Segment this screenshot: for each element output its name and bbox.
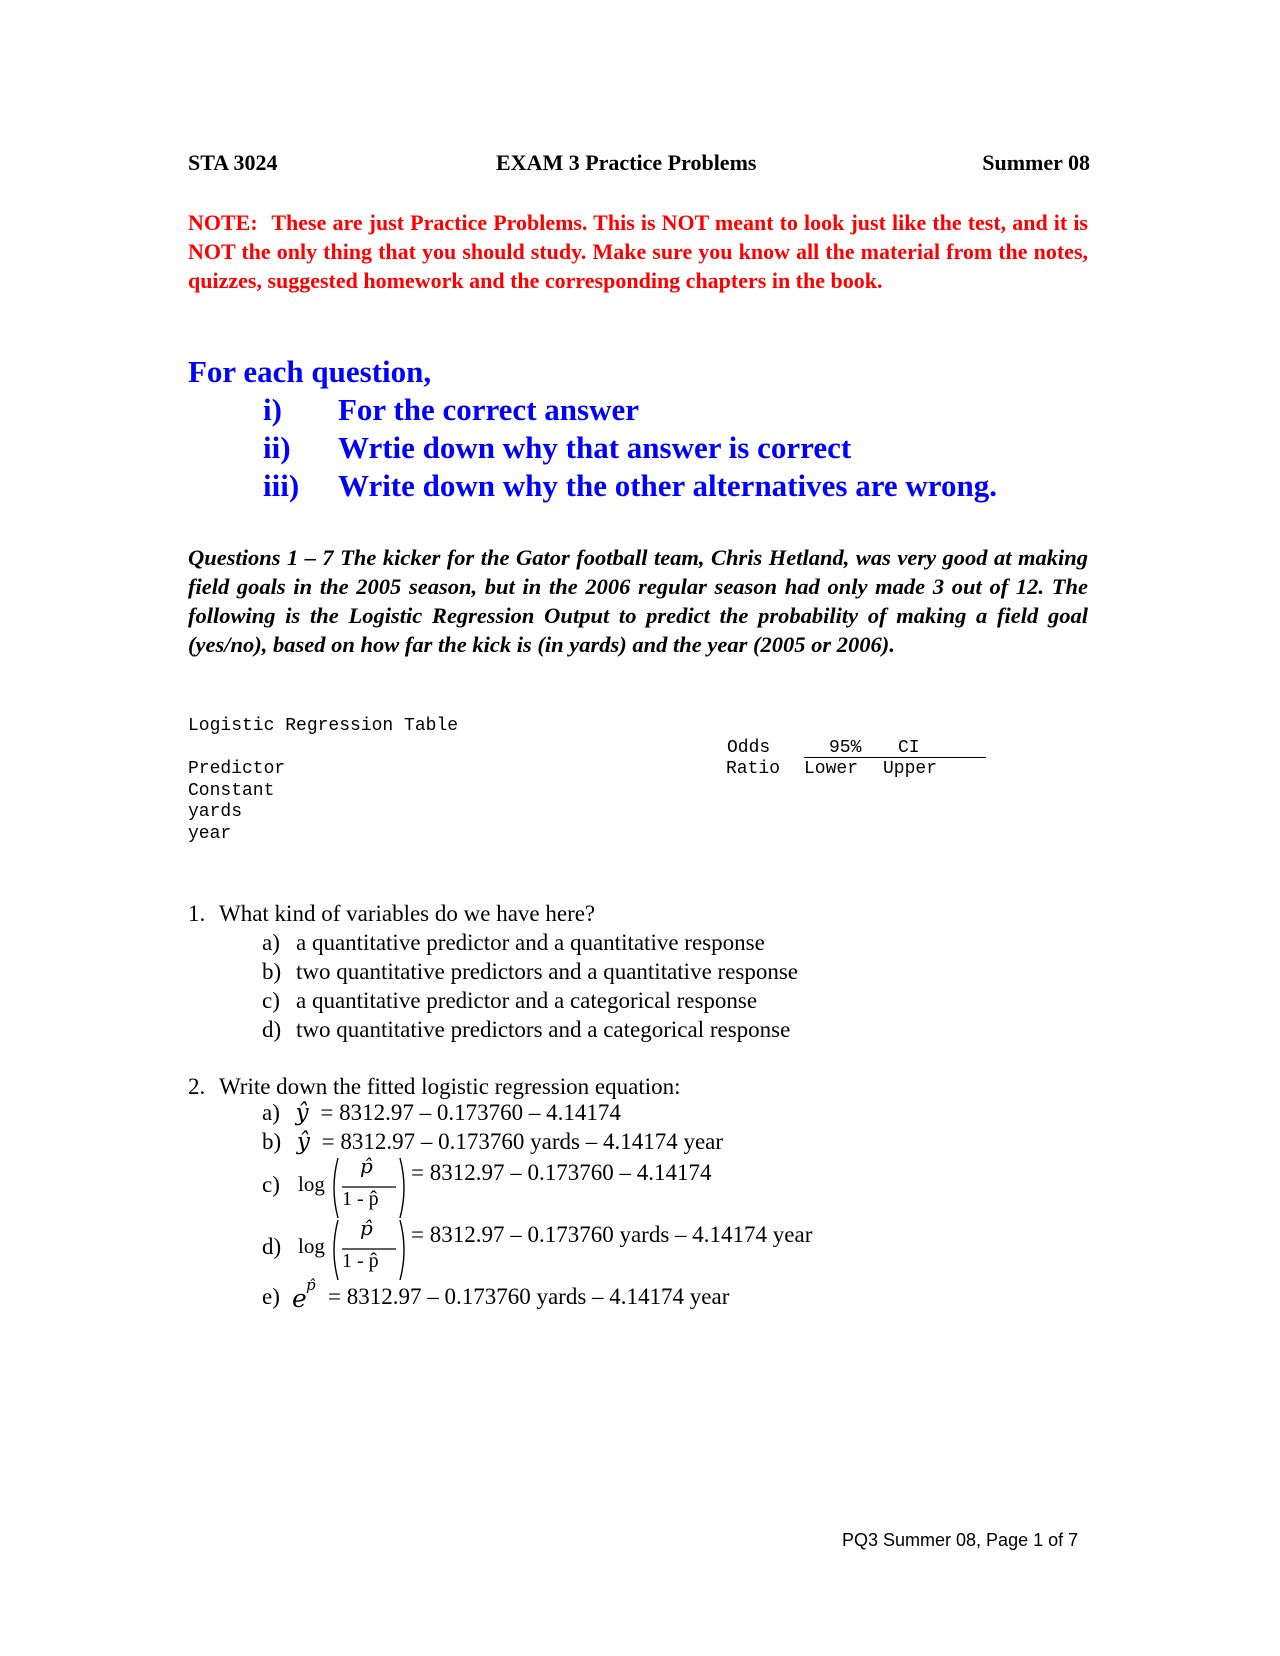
page-header	[188, 150, 1090, 182]
option-letter: b)	[262, 1129, 282, 1154]
question-number: 2.	[188, 1074, 206, 1099]
option-letter: a)	[262, 930, 280, 955]
option-letter: e)	[262, 1284, 280, 1309]
equation-rhs: = 8312.97 – 0.173760 – 4.14174	[320, 1100, 621, 1125]
option-text: two quantitative predictors and a categorical response	[296, 1017, 791, 1042]
row-predictor: year	[188, 824, 232, 844]
answer-option	[262, 1100, 621, 1126]
equation-rhs: = 8312.97 – 0.173760 yards – 4.14174 year	[328, 1284, 730, 1309]
p-hat: p̂	[360, 1154, 373, 1178]
page-footer: PQ3 Summer 08, Page 1 of 7	[842, 1530, 1079, 1550]
note-label: NOTE:	[188, 210, 258, 235]
p-hat: p̂	[360, 1216, 373, 1240]
ci-header: CI	[898, 738, 920, 758]
instructions-title: For each question,	[188, 354, 432, 389]
option-text: a quantitative predictor and a categorical response	[296, 988, 758, 1013]
log-label: log	[298, 1234, 325, 1258]
regression-table-title: Logistic Regression Table	[188, 716, 459, 736]
note-text: These are just Practice Problems. This is NOT meant to look just like the test, and it is NOT the only thing that you should study. Make sure you know all the material from the notes, quizzes, suggested homework and the corresponding chapters in the book.	[188, 210, 1088, 293]
left-paren	[334, 1158, 338, 1218]
ratio-header: Ratio	[726, 759, 781, 779]
study-note	[188, 208, 1088, 295]
predictor-header: Predictor	[188, 759, 286, 779]
upper-header: Upper	[883, 759, 938, 779]
odds-header: Odds	[727, 738, 771, 758]
instruction-number: iii)	[263, 468, 300, 503]
answer-option	[262, 1129, 723, 1155]
instruction-text: For the correct answer	[338, 392, 639, 427]
option-letter: d)	[262, 1017, 282, 1042]
ci-underline	[804, 757, 986, 758]
instruction-text: Write down why the other alternatives are wrong.	[338, 468, 997, 503]
y-hat: ŷ	[295, 1100, 309, 1126]
answer-option	[262, 1172, 280, 1198]
questions-context: Questions 1 – 7 The kicker for the Gator football team, Chris Hetland, was very good at making field goals in the 2005 season, but in the 2006 regular season had only made 3 out of 12. The following is the Logistic Regression Output to predict the probability of making a field goal (yes/no), based on how far the kick is (in yards) and the year (2005 or 2006).	[188, 545, 1088, 657]
answer-option	[262, 1284, 280, 1310]
row-predictor: yards	[188, 802, 243, 822]
option-text: two quantitative predictors and a quantitative response	[296, 959, 799, 984]
row-predictor: Constant	[188, 781, 275, 801]
exponential-base: e	[292, 1284, 307, 1313]
instruction-number: ii)	[263, 430, 291, 465]
option-letter: c)	[262, 1172, 280, 1197]
option-letter: d)	[262, 1234, 282, 1259]
equation-rhs: = 8312.97 – 0.173760 yards – 4.14174 year	[321, 1129, 724, 1154]
one-minus-p-hat: 1 - p̂	[342, 1188, 379, 1210]
equation-rhs: = 8312.97 – 0.173760 yards – 4.14174 year	[411, 1222, 813, 1247]
instruction-item	[188, 429, 852, 467]
option-letter: b)	[262, 959, 282, 984]
log-label: log	[298, 1172, 325, 1196]
right-paren	[400, 1220, 404, 1280]
y-hat: ŷ	[296, 1129, 310, 1155]
instruction-text: Wrtie down why that answer is correct	[338, 430, 852, 465]
right-paren	[400, 1158, 404, 1218]
instruction-item	[188, 467, 997, 505]
question-number: 1.	[188, 901, 206, 926]
p-hat-exponent: p̂	[306, 1276, 316, 1294]
instructions	[188, 353, 997, 505]
course-code: STA 3024	[188, 150, 278, 175]
one-minus-p-hat: 1 - p̂	[342, 1250, 379, 1272]
instruction-number: i)	[263, 392, 282, 427]
option-letter: a)	[262, 1100, 280, 1125]
left-paren	[334, 1220, 338, 1280]
equation-rhs: = 8312.97 – 0.173760 – 4.14174	[411, 1160, 712, 1185]
term-label: Summer 08	[982, 150, 1090, 175]
question-text: Write down the fitted logistic regression equation:	[219, 1074, 681, 1099]
exam-title: EXAM 3 Practice Problems	[496, 150, 757, 175]
option-text: a quantitative predictor and a quantitative response	[296, 930, 765, 955]
lower-header: Lower	[804, 759, 859, 779]
instruction-item	[188, 391, 639, 429]
answer-option	[262, 1234, 281, 1260]
question-text: What kind of variables do we have here?	[219, 901, 596, 926]
ci-pct-header: 95%	[829, 738, 862, 758]
option-letter: c)	[262, 988, 280, 1013]
